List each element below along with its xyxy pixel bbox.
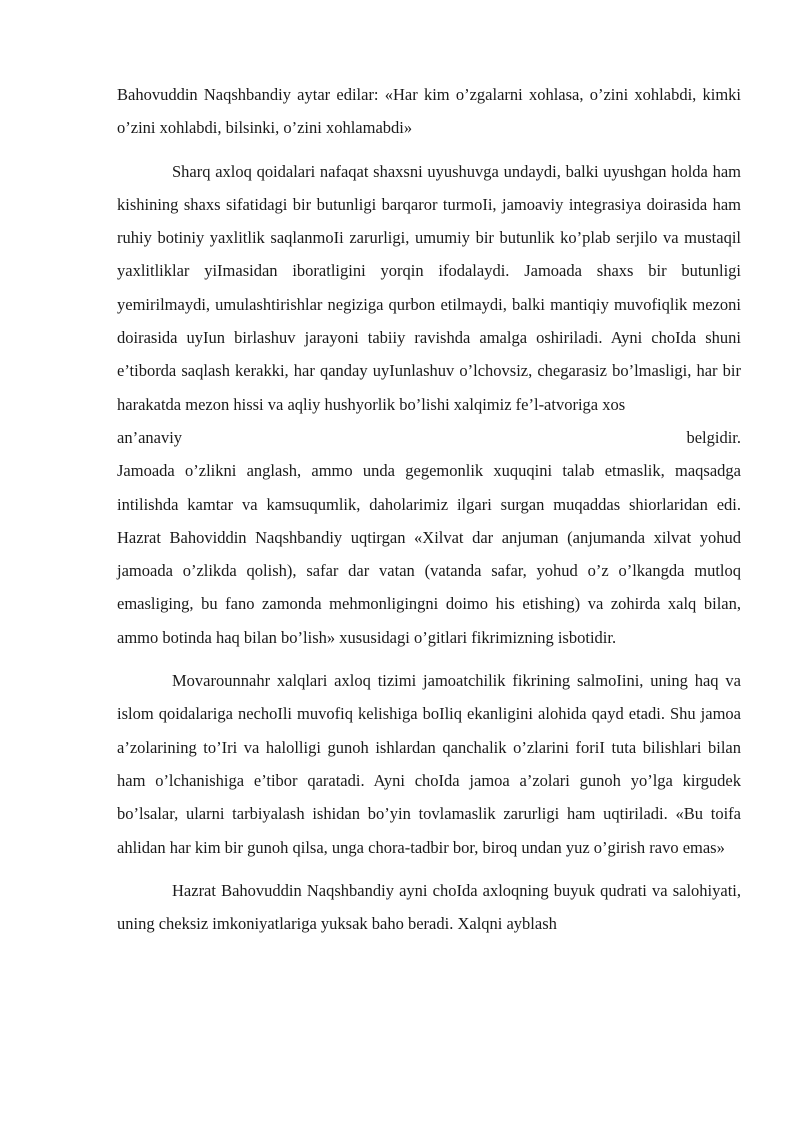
paragraph-movarounnahr: Movarounnahr xalqlari axloq tizimi jamoatchilik fikrining salmoIini, uning haq va islom qoidalariga nechoIli muvofiq kelishiga boIliq ekanligini alohida qayd etadi. Shu jamoa a’zolarining to’Iri va halolligi gunoh ishlardan qanchalik o’zlarini foriI tuta bilishlari bilan ham o’lchanishiga e’tibor qaratadi. Ayni choIda jamoa a’zolari gunoh yo’lga kirgudek bo’lsalar, ularni tarbiyalash ishidan bo’yin tovlamaslik zarurligi ham uqtiriladi. «Bu toifa ahlidan har kim bir gunoh qilsa, unga chora-tadbir bor, biroq undan yuz o’girish ravo emas» xyxy=(117,671,741,857)
paragraph-ethics-main: Sharq axloq qoidalari nafaqat shaxsni uyushuvga undaydi, balki uyushgan holda ham kishining shaxs sifatidagi bir butunligi barqaror turmoIi, jamoaviy integrasiya doirasida ham ruhiy botiniy yaxlitlik saqlanmoIi zarurligi, umumiy bir butunlik ko’plab serjilo va mustaqil yaxlitliklar yiImasidan iboratligini yorqin ifodalaydi. Jamoada shaxs bir butunligi yemirilmaydi, umulashtirishlar negiziga qurbon etilmaydi, balki mantiqiy muvofiqlik mezoni doirasida uyIun birlashuv jarayoni tabiiy ravishda amalga oshiriladi. Ayni choIda shuni e’tiborda saqlash kerakki, har qanday uyIunlashuv o’lchovsiz, chegarasiz bo’lmasligi, har bir harakatda mezon hissi va aqliy hushyorlik bo’lishi xalqimiz fe’l-atvoriga xos xyxy=(117,161,741,414)
paragraph-ethics-last-line: an’anaviy belgidir. xyxy=(117,427,741,447)
paragraph-naqshbandiy: Hazrat Bahovuddin Naqshbandiy ayni choIda axloqning buyuk qudrati va salohiyati, uning cheksiz imkoniyatlariga yuksak baho beradi. Xalqni ayblash xyxy=(117,880,741,934)
document-page xyxy=(117,78,741,950)
paragraph-quote: Bahovuddin Naqshbandiy aytar edilar: «Har kim o’zgalarni xohlasa, o’zini xohlabdi, kimki o’zini xohlabdi, bilsinki, o’zini xohlamabdi» xyxy=(117,85,741,138)
paragraph-community-selfhood: Jamoada o’zlikni anglash, ammo unda gegemonlik xuquqini talab etmaslik, maqsadga intilishda kamtar va kamsuqumlik, daholarimiz ilgari surgan muqaddas shiorlaridan edi. Hazrat Bahoviddin Naqshbandiy uqtirgan «Xilvat dar anjuman (anjumanda xilvat yohud jamoada o’zlikda qolish), safar dar vatan (vatanda safar, yohud o’z o’lkangda mutloq emasliging, bu fano zamonda mehmonligingni doimo his etishing) va zohirda xalq bilan, ammo botinda haq bilan bo’lish» xususidagi o’gitlari fikrimizning isbotidir. xyxy=(117,461,741,647)
